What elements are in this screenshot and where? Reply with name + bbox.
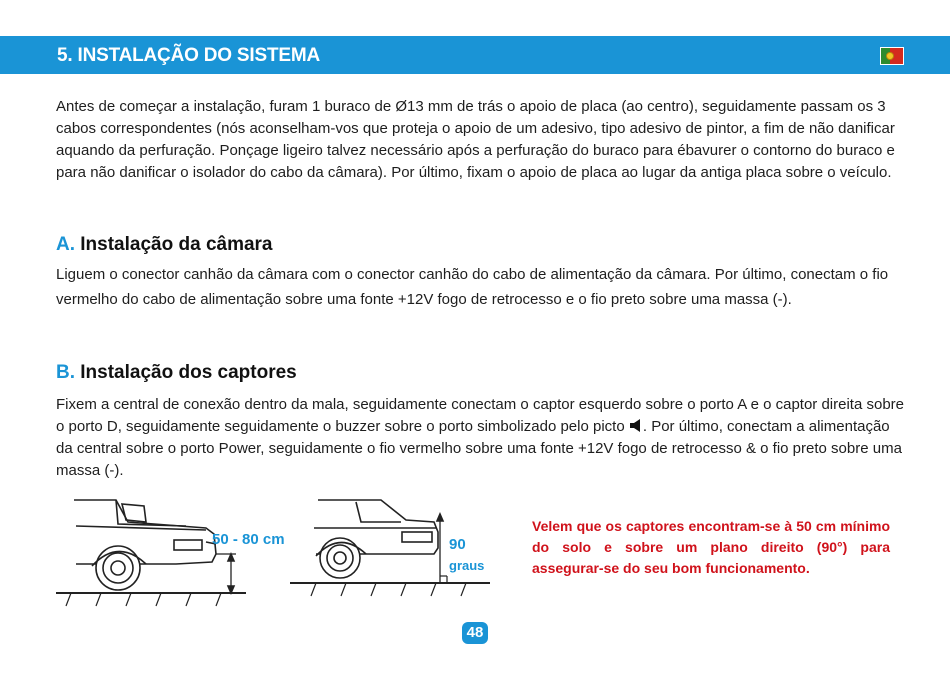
intro-paragraph: Antes de começar a instalação, furam 1 buraco de Ø13 mm de trás o apoio de placa (ao centro), seguidamente passam os 3 cabos correspondentes (nós aconselham-vos que proteja o apoio de um adesivo, tipo adesivo de pintor, a fim de não danificar aquando da perfuração. Ponçage ligeiro talvez necessário após a perfuração do buraco para ébavurer o contorno do buraco e para não danificar o isolador do cabo da câmara). Por último, fixam o apoio de placa ao lugar da antiga placa sobre o veículo.: [56, 98, 895, 181]
section-b-title: Instalação dos captores: [80, 362, 297, 383]
section-b-heading: [56, 362, 297, 384]
speaker-icon: [629, 419, 643, 432]
section-b-text-start: Fixem a central de conexão dentro da mala, seguidamente conectam o captor esquerdo sobre o porto A e o captor direita sobre o porto D, seguidamente seguidamente o buzzer sobre o porto simbolizado pelo picto: [56, 396, 905, 435]
section-a-title: Instalação da câmara: [80, 234, 273, 255]
section-a-letter: A.: [56, 234, 75, 255]
distance-label: 50 - 80 cm: [212, 531, 285, 548]
section-header: [0, 36, 950, 74]
section-b-text-end: . Por último, conectam a alimentação da central sobre o porto Power, seguidamente o fio vermelho sobre uma fonte +12V fogo de retrocesso & o fio preto sobre uma massa (-).: [56, 418, 902, 479]
section-title: 5. INSTALAÇÃO DO SISTEMA: [57, 45, 320, 66]
portugal-flag-icon: [880, 47, 904, 65]
angle-unit-label: graus: [449, 558, 485, 573]
section-b-paragraph: [56, 394, 906, 482]
section-b-letter: B.: [56, 362, 75, 383]
section-a-heading: [56, 234, 273, 256]
left-car-illustration: [56, 500, 246, 606]
angle-label: 90: [449, 536, 466, 553]
warning-note: Velem que os captores encontram-se à 50 cm mínimo do solo e sobre um plano direito (90°) para assegurar-se do seu bom funcionamento.: [532, 518, 890, 576]
section-a-paragraph: Liguem o conector canhão da câmara com o conector canhão do cabo de alimentação da câmara. Por último, conectam o fio vermelho do cabo de alimentação sobre uma fonte +12V fogo de retrocesso e o fio preto sobre uma massa (-).: [56, 266, 889, 308]
car-sensor-diagram: [56, 492, 506, 612]
page-number: 48: [462, 622, 488, 644]
